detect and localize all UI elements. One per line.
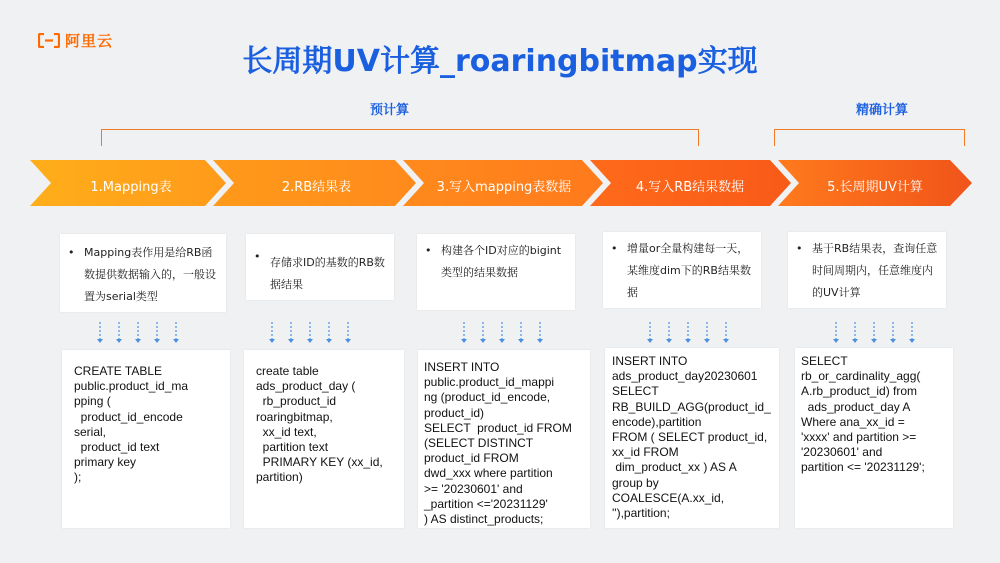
step-description-4	[603, 232, 761, 308]
bullet: •	[796, 242, 803, 255]
code-block-3	[418, 350, 590, 528]
step-description-text-5: 基于RB结果表，查询任意时间周期内，任意维度内的UV计算	[812, 242, 938, 299]
group-bracket-precompute	[101, 129, 699, 146]
step-label-2: 2.RB结果表	[281, 180, 352, 195]
step-description-text-2: 存储求ID的基数的RB数据结果	[270, 256, 385, 291]
down-arrows-3	[456, 322, 552, 344]
step-description-2	[246, 234, 394, 300]
step-description-3	[417, 234, 575, 310]
code-text-1: CREATE TABLE public.product_id_ma pping ( product_id_encode serial, product_id text primary key );	[74, 364, 189, 485]
step-description-1	[60, 234, 226, 312]
code-text-3: INSERT INTO public.product_id_mappi ng (product_id_encode, product_id) SELECT product_id FROM (SELECT DISTINCT product_id FROM dwd_xxx where partition >= '20230601' and _partition <='20231129' ) AS distinct_products;	[424, 360, 572, 527]
step-description-text-4: 增量or全量构建每一天，某维度dim下的RB结果数据	[627, 242, 751, 299]
step-label-4: 4.写入RB结果数据	[635, 180, 745, 195]
group-label-exact: 精确计算	[856, 103, 909, 118]
down-arrows-4	[642, 322, 738, 344]
bullet: •	[68, 246, 75, 259]
code-block-2	[244, 350, 404, 528]
bullet: •	[425, 244, 432, 257]
step-description-text-1: Mapping表作用是给RB函数提供数据输入的，一般设置为serial类型	[84, 246, 216, 303]
step-description-5	[788, 232, 946, 308]
code-block-1	[62, 350, 230, 528]
code-text-2: create table ads_product_day ( rb_product_id roaringbitmap, xx_id text, partition text PRIMARY KEY (xx_id, partition)	[256, 364, 383, 485]
code-block-4	[605, 348, 779, 528]
logo-text: 阿里云	[65, 32, 114, 50]
page-title: 长周期UV计算_roaringbitmap实现	[242, 44, 758, 79]
bullet: •	[254, 250, 261, 263]
code-text-4: INSERT INTO ads_product_day20230601 SELECT RB_BUILD_AGG(product_id_ encode),partition FROM ( SELECT product_id, xx_id FROM dim_product_xx ) AS A group by COALESCE(A.xx_id, ''),partition;	[612, 354, 771, 521]
code-text-5: SELECT rb_or_cardinality_agg( A.rb_product_id) from ads_product_day A Where ana_xx_id = 'xxxx' and partition >= '20230601' and partition <= '20231129';	[801, 354, 925, 475]
step-label-3: 3.写入mapping表数据	[436, 180, 572, 195]
bullet: •	[611, 242, 618, 255]
group-bracket-exact	[774, 129, 965, 146]
down-arrows-5	[828, 322, 924, 344]
down-arrows-1	[92, 322, 188, 344]
group-label-precompute: 预计算	[370, 103, 410, 118]
down-arrows-2	[264, 322, 360, 344]
code-block-5	[795, 348, 953, 528]
step-label-1: 1.Mapping表	[90, 180, 172, 195]
step-description-text-3: 构建各个ID对应的bigint类型的结果数据	[441, 244, 562, 279]
step-label-5: 5.长周期UV计算	[827, 180, 923, 195]
